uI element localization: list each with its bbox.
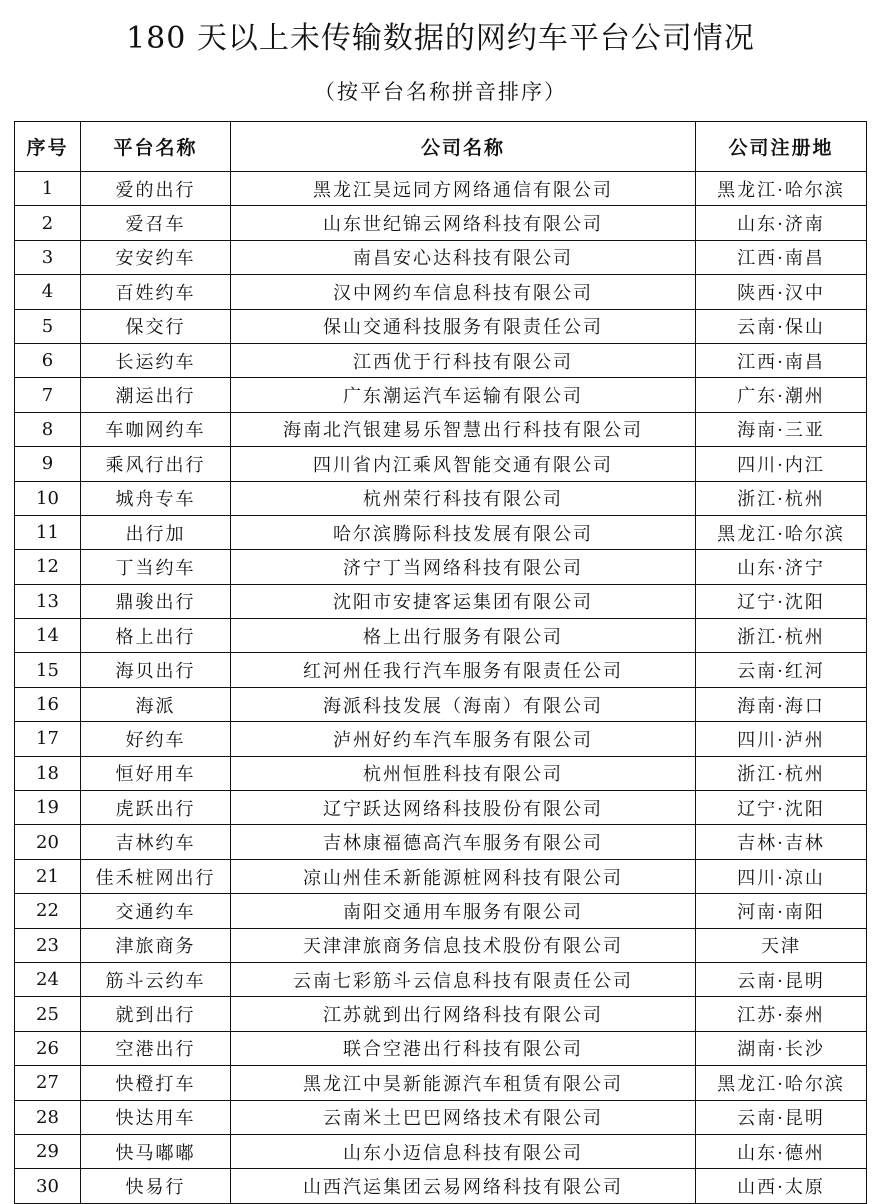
platform-name: 百姓约车 xyxy=(81,275,231,309)
row-index: 17 xyxy=(15,722,81,756)
company-name: 杭州荣行科技有限公司 xyxy=(231,481,696,515)
table-row xyxy=(15,515,867,549)
platform-name: 快易行 xyxy=(81,1169,231,1203)
company-name: 红河州任我行汽车服务有限责任公司 xyxy=(231,653,696,687)
row-index: 7 xyxy=(15,378,81,412)
platform-name: 长运约车 xyxy=(81,343,231,377)
row-index: 13 xyxy=(15,584,81,618)
registered-location: 江西·南昌 xyxy=(696,240,867,274)
table-row xyxy=(15,309,867,343)
platform-name: 虎跃出行 xyxy=(81,791,231,825)
registered-location: 广东·潮州 xyxy=(696,378,867,412)
platform-name: 爱召车 xyxy=(81,206,231,240)
row-index: 10 xyxy=(15,481,81,515)
table-row xyxy=(15,378,867,412)
registered-location: 山西·太原 xyxy=(696,1169,867,1203)
company-name: 哈尔滨腾际科技发展有限公司 xyxy=(231,515,696,549)
company-name: 吉林康福德高汽车服务有限公司 xyxy=(231,825,696,859)
table-row xyxy=(15,859,867,893)
table-row xyxy=(15,1134,867,1168)
company-name: 辽宁跃达网络科技股份有限公司 xyxy=(231,791,696,825)
company-name: 凉山州佳禾新能源桩网科技有限公司 xyxy=(231,859,696,893)
row-index: 12 xyxy=(15,550,81,584)
row-index: 11 xyxy=(15,515,81,549)
row-index: 18 xyxy=(15,756,81,790)
table-row xyxy=(15,1066,867,1100)
header-index: 序号 xyxy=(15,122,81,172)
platform-name: 车咖网约车 xyxy=(81,412,231,446)
company-name: 四川省内江乘风智能交通有限公司 xyxy=(231,447,696,481)
company-name: 杭州恒胜科技有限公司 xyxy=(231,756,696,790)
registered-location: 浙江·杭州 xyxy=(696,756,867,790)
platform-name: 吉林约车 xyxy=(81,825,231,859)
row-index: 5 xyxy=(15,309,81,343)
row-index: 21 xyxy=(15,859,81,893)
company-name: 天津津旅商务信息技术股份有限公司 xyxy=(231,928,696,962)
platform-name: 快达用车 xyxy=(81,1100,231,1134)
table-row xyxy=(15,584,867,618)
table-body xyxy=(15,172,867,1204)
registered-location: 江西·南昌 xyxy=(696,343,867,377)
platform-name: 佳禾桩网出行 xyxy=(81,859,231,893)
registered-location: 四川·凉山 xyxy=(696,859,867,893)
row-index: 24 xyxy=(15,962,81,996)
company-name: 江西优于行科技有限公司 xyxy=(231,343,696,377)
registered-location: 辽宁·沈阳 xyxy=(696,584,867,618)
table-header-row xyxy=(15,122,867,172)
platform-name: 空港出行 xyxy=(81,1031,231,1065)
table-row xyxy=(15,894,867,928)
row-index: 4 xyxy=(15,275,81,309)
platform-name: 好约车 xyxy=(81,722,231,756)
registered-location: 海南·海口 xyxy=(696,687,867,721)
company-name: 南阳交通用车服务有限公司 xyxy=(231,894,696,928)
company-name: 沈阳市安捷客运集团有限公司 xyxy=(231,584,696,618)
header-registered-location: 公司注册地 xyxy=(696,122,867,172)
platform-name: 乘风行出行 xyxy=(81,447,231,481)
table-row xyxy=(15,825,867,859)
registered-location: 河南·南阳 xyxy=(696,894,867,928)
company-name: 保山交通科技服务有限责任公司 xyxy=(231,309,696,343)
company-name: 汉中网约车信息科技有限公司 xyxy=(231,275,696,309)
registered-location: 吉林·吉林 xyxy=(696,825,867,859)
table-row xyxy=(15,1169,867,1203)
company-name: 南昌安心达科技有限公司 xyxy=(231,240,696,274)
registered-location: 四川·内江 xyxy=(696,447,867,481)
platform-name: 海派 xyxy=(81,687,231,721)
platform-name: 快马嘟嘟 xyxy=(81,1134,231,1168)
row-index: 23 xyxy=(15,928,81,962)
row-index: 26 xyxy=(15,1031,81,1065)
registered-location: 浙江·杭州 xyxy=(696,481,867,515)
table-row xyxy=(15,1031,867,1065)
registered-location: 黑龙江·哈尔滨 xyxy=(696,172,867,206)
platform-name: 鼎骏出行 xyxy=(81,584,231,618)
registered-location: 黑龙江·哈尔滨 xyxy=(696,515,867,549)
registered-location: 湖南·长沙 xyxy=(696,1031,867,1065)
row-index: 25 xyxy=(15,997,81,1031)
row-index: 15 xyxy=(15,653,81,687)
platform-name: 恒好用车 xyxy=(81,756,231,790)
table-row xyxy=(15,928,867,962)
platform-name: 格上出行 xyxy=(81,619,231,653)
row-index: 3 xyxy=(15,240,81,274)
row-index: 1 xyxy=(15,172,81,206)
company-name: 济宁丁当网络科技有限公司 xyxy=(231,550,696,584)
platform-name: 保交行 xyxy=(81,309,231,343)
table-row xyxy=(15,343,867,377)
company-name: 云南米土巴巴网络技术有限公司 xyxy=(231,1100,696,1134)
registered-location: 辽宁·沈阳 xyxy=(696,791,867,825)
table-row xyxy=(15,962,867,996)
company-name: 联合空港出行科技有限公司 xyxy=(231,1031,696,1065)
platform-table xyxy=(14,121,867,1204)
table-row xyxy=(15,172,867,206)
table-row xyxy=(15,550,867,584)
table-row xyxy=(15,481,867,515)
table-row xyxy=(15,240,867,274)
row-index: 14 xyxy=(15,619,81,653)
registered-location: 山东·济南 xyxy=(696,206,867,240)
row-index: 2 xyxy=(15,206,81,240)
registered-location: 云南·保山 xyxy=(696,309,867,343)
table-row xyxy=(15,653,867,687)
registered-location: 海南·三亚 xyxy=(696,412,867,446)
table-row xyxy=(15,619,867,653)
table-row xyxy=(15,1100,867,1134)
document-title: 180 天以上未传输数据的网约车平台公司情况 xyxy=(126,21,755,56)
table-row xyxy=(15,447,867,481)
table-row xyxy=(15,791,867,825)
row-index: 8 xyxy=(15,412,81,446)
row-index: 29 xyxy=(15,1134,81,1168)
row-index: 6 xyxy=(15,343,81,377)
table-row xyxy=(15,722,867,756)
company-name: 山东世纪锦云网络科技有限公司 xyxy=(231,206,696,240)
registered-location: 云南·昆明 xyxy=(696,962,867,996)
company-name: 山西汽运集团云易网络科技有限公司 xyxy=(231,1169,696,1203)
platform-name: 筋斗云约车 xyxy=(81,962,231,996)
row-index: 28 xyxy=(15,1100,81,1134)
platform-name: 安安约车 xyxy=(81,240,231,274)
row-index: 22 xyxy=(15,894,81,928)
registered-location: 山东·济宁 xyxy=(696,550,867,584)
company-name: 江苏就到出行网络科技有限公司 xyxy=(231,997,696,1031)
platform-name: 交通约车 xyxy=(81,894,231,928)
company-name: 广东潮运汽车运输有限公司 xyxy=(231,378,696,412)
header-company-name: 公司名称 xyxy=(231,122,696,172)
platform-name: 津旅商务 xyxy=(81,928,231,962)
registered-location: 云南·红河 xyxy=(696,653,867,687)
registered-location: 天津 xyxy=(696,928,867,962)
platform-name: 出行加 xyxy=(81,515,231,549)
table-row xyxy=(15,756,867,790)
platform-name: 丁当约车 xyxy=(81,550,231,584)
table-row xyxy=(15,412,867,446)
registered-location: 浙江·杭州 xyxy=(696,619,867,653)
company-name: 黑龙江昊远同方网络通信有限公司 xyxy=(231,172,696,206)
row-index: 27 xyxy=(15,1066,81,1100)
table-row xyxy=(15,687,867,721)
company-name: 泸州好约车汽车服务有限公司 xyxy=(231,722,696,756)
platform-name: 快橙打车 xyxy=(81,1066,231,1100)
table-row xyxy=(15,275,867,309)
company-name: 格上出行服务有限公司 xyxy=(231,619,696,653)
company-name: 海派科技发展（海南）有限公司 xyxy=(231,687,696,721)
row-index: 19 xyxy=(15,791,81,825)
platform-name: 潮运出行 xyxy=(81,378,231,412)
registered-location: 陕西·汉中 xyxy=(696,275,867,309)
row-index: 9 xyxy=(15,447,81,481)
table-row xyxy=(15,206,867,240)
registered-location: 黑龙江·哈尔滨 xyxy=(696,1066,867,1100)
registered-location: 四川·泸州 xyxy=(696,722,867,756)
registered-location: 江苏·泰州 xyxy=(696,997,867,1031)
table-row xyxy=(15,997,867,1031)
header-platform-name: 平台名称 xyxy=(81,122,231,172)
company-name: 黑龙江中昊新能源汽车租赁有限公司 xyxy=(231,1066,696,1100)
platform-name: 就到出行 xyxy=(81,997,231,1031)
platform-name: 城舟专车 xyxy=(81,481,231,515)
registered-location: 山东·德州 xyxy=(696,1134,867,1168)
document-subtitle: （按平台名称拼音排序） xyxy=(314,80,567,104)
platform-name: 海贝出行 xyxy=(81,653,231,687)
company-name: 海南北汽银建易乐智慧出行科技有限公司 xyxy=(231,412,696,446)
company-name: 山东小迈信息科技有限公司 xyxy=(231,1134,696,1168)
row-index: 16 xyxy=(15,687,81,721)
row-index: 30 xyxy=(15,1169,81,1203)
registered-location: 云南·昆明 xyxy=(696,1100,867,1134)
platform-name: 爱的出行 xyxy=(81,172,231,206)
row-index: 20 xyxy=(15,825,81,859)
company-name: 云南七彩筋斗云信息科技有限责任公司 xyxy=(231,962,696,996)
